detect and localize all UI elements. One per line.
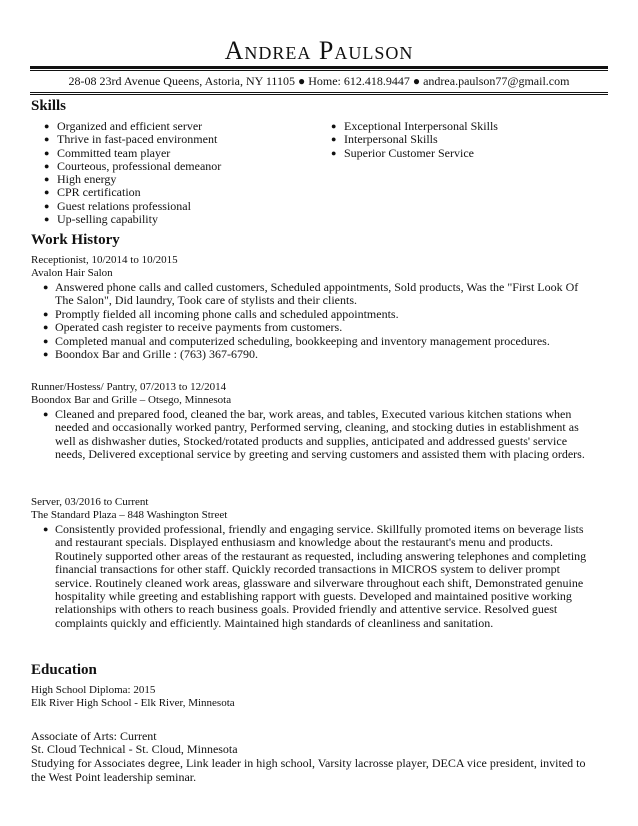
education-degree: High School Diploma: 2015 bbox=[31, 684, 156, 696]
skill-item: ● Interpersonal Skills bbox=[331, 133, 601, 146]
education-note: Studying for Associates degree, Link leader in high school, Varsity lacrosse player, DECA vice president, invited to the West Point leadership seminar. bbox=[31, 756, 586, 784]
job-title: Server, 03/2016 to Current bbox=[31, 496, 149, 508]
header-rule-top-thin bbox=[30, 70, 608, 71]
education-school: St. Cloud Technical - St. Cloud, Minnesota bbox=[31, 742, 238, 756]
job-company: The Standard Plaza – 848 Washington Street bbox=[31, 509, 228, 521]
job-company: Avalon Hair Salon bbox=[31, 267, 113, 279]
skill-item: ● Thrive in fast-paced environment bbox=[44, 133, 314, 146]
skill-item: ● High energy bbox=[44, 173, 314, 186]
job-duty: ● Consistently provided professional, friendly and engaging service. Skillfully promoted items on beverage lists and restaurant specials. Displayed enthusiasm and knowledge about the restaurant's menu and products. Routinely supported other areas of the restaurant as requested, including answering telephones and completing financial transactions for other staff. Quickly recorded transactions in MICROS system to deliver prompt service. Routinely cleaned work areas, glassware and silverware throughout each shift, Demonstrated genuine hospitality while greeting and establishing rapport with guests. Developed and maintained positive working relationships with others to reach business goals. Provided friendly and attentive service. Resolved guest complaints quickly and efficiently. Maintained high standards of cleanliness and sanitation. bbox=[43, 523, 598, 630]
education-heading: Education bbox=[31, 662, 97, 678]
header-rule-bottom-thin bbox=[30, 94, 608, 95]
skills-heading: Skills bbox=[31, 98, 67, 114]
job-duty: ● Promptly fielded all incoming phone calls and scheduled appointments. bbox=[43, 308, 598, 321]
job-duty: ● Completed manual and computerized scheduling, bookkeeping and inventory management procedures. bbox=[43, 335, 598, 348]
skill-item: ● Courteous, professional demeanor bbox=[44, 160, 314, 173]
skill-item: ● Guest relations professional bbox=[44, 200, 314, 213]
header-rule-top bbox=[30, 66, 608, 69]
skills-list-right bbox=[331, 120, 601, 160]
job-duties-list bbox=[43, 523, 598, 630]
skill-item: ● Committed team player bbox=[44, 147, 314, 160]
job-duties-list bbox=[43, 408, 598, 462]
job-duty: ● Boondox Bar and Grille : (763) 367-6790. bbox=[43, 348, 598, 361]
job-duty: ● Cleaned and prepared food, cleaned the bar, work areas, and tables, Executed various kitchen stations when needed and occasionally worked pantry, Performed serving, cleaning, and stocking duties in establishment as well as dishwasher duties, Stocked/rotated products and supplies, anticipated and addressed guests' service needs, Delivered exceptional service by greeting and serving customers and assisted them with placing orders. bbox=[43, 408, 598, 462]
job-duty: ● Answered phone calls and called customers, Scheduled appointments, Sold products, Was the "First Look Of The Salon", Did laundry, Took care of stylists and their clients. bbox=[43, 281, 598, 308]
job-duties-list bbox=[43, 281, 598, 361]
job-company: Boondox Bar and Grille – Otsego, Minnesota bbox=[31, 394, 232, 406]
job-title: Runner/Hostess/ Pantry, 07/2013 to 12/2014 bbox=[31, 381, 227, 393]
header-rule-bottom bbox=[30, 92, 608, 93]
skill-item: ● Up-selling capability bbox=[44, 213, 314, 226]
skills-list-left bbox=[44, 120, 314, 226]
contact-line: 28-08 23rd Avenue Queens, Astoria, NY 11105 ● Home: 612.418.9447 ● andrea.paulson77@gmail.com bbox=[68, 74, 570, 88]
skill-item: ● Exceptional Interpersonal Skills bbox=[331, 120, 601, 133]
job-title: Receptionist, 10/2014 to 10/2015 bbox=[31, 254, 178, 266]
skill-item: ● Organized and efficient server bbox=[44, 120, 314, 133]
candidate-name: Andrea Paulson bbox=[224, 36, 414, 65]
skill-item: ● CPR certification bbox=[44, 186, 314, 199]
education-degree: Associate of Arts: Current bbox=[31, 729, 157, 743]
education-school: Elk River High School - Elk River, Minnesota bbox=[31, 697, 235, 709]
skill-item: ● Superior Customer Service bbox=[331, 147, 601, 160]
work-history-heading: Work History bbox=[31, 232, 120, 248]
job-duty: ● Operated cash register to receive payments from customers. bbox=[43, 321, 598, 334]
